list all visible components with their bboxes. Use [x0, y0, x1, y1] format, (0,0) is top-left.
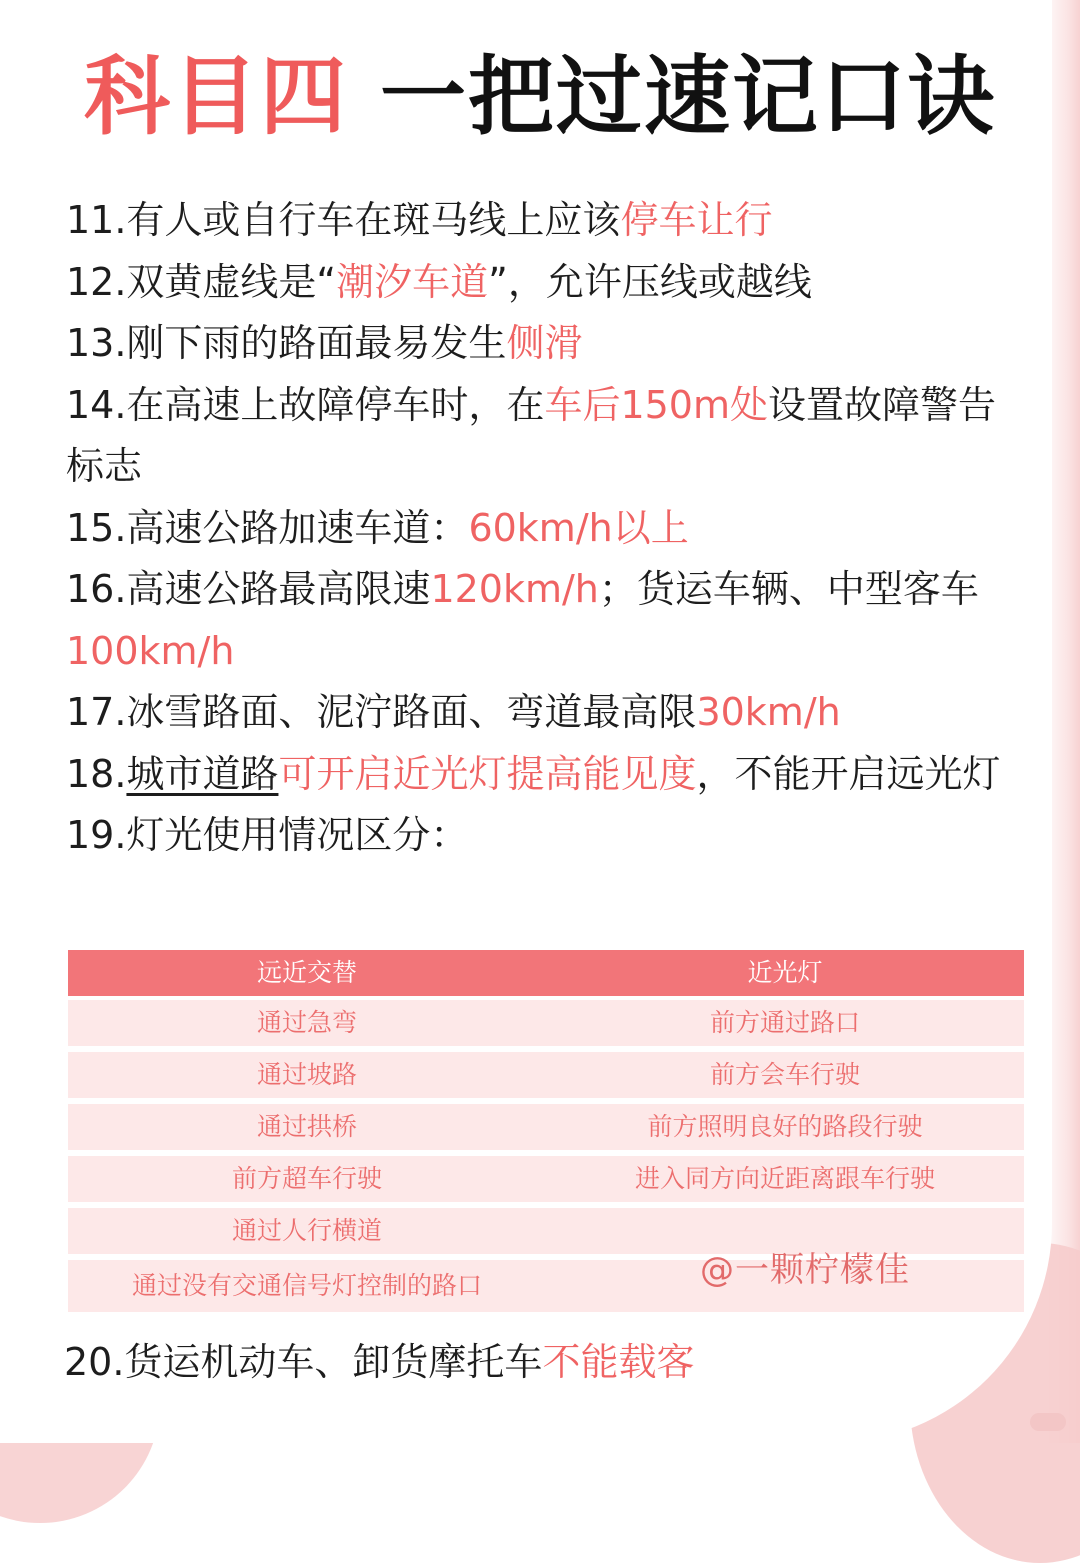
table-cell-alternate: 通过人行横道	[231, 1216, 382, 1245]
tip-text: ，不能开启远光灯	[696, 751, 1001, 796]
table-row	[68, 1000, 1024, 1046]
tip-text: ”，允许压线或越线	[488, 259, 812, 304]
tip-item	[66, 375, 1026, 498]
tip-item	[66, 744, 1026, 806]
table-cell-alternate: 通过急弯	[256, 1008, 357, 1037]
table-cell-low-beam: 前方通过路口	[709, 1008, 860, 1037]
corner-badge	[1030, 1413, 1066, 1431]
tip-text: 12.双黄虚线是“	[66, 259, 337, 304]
tip-highlight: 车后150m处	[544, 382, 768, 427]
tip-text: 14.在高速上故障停车时，在	[66, 382, 545, 427]
tip-highlight: 停车让行	[620, 198, 773, 242]
tip-item	[66, 498, 1026, 560]
table-row	[68, 1156, 1024, 1202]
tip-text: 17.冰雪路面、泥泞路面、弯道最高限	[66, 690, 697, 734]
tip-highlight: 侧滑	[506, 321, 583, 365]
tip-item	[66, 313, 1026, 375]
tips-list	[66, 190, 1026, 867]
tip-highlight: 100km/h	[66, 628, 235, 673]
table-header-alternate: 远近交替	[256, 958, 357, 987]
table-cell-low-beam: 前方照明良好的路段行驶	[647, 1112, 923, 1141]
table-row	[68, 1104, 1024, 1150]
tip-item-20-highlight: 不能载客	[542, 1340, 695, 1384]
tip-highlight: 60km/h以上	[468, 505, 689, 550]
tip-highlight: 120km/h	[430, 567, 599, 611]
tip-item	[66, 559, 1026, 682]
tip-text: ；货运车辆、中型客车	[598, 567, 979, 611]
tip-item-20	[64, 1334, 694, 1390]
title-red-part: 科目四	[84, 47, 349, 147]
tip-text: 18.	[66, 751, 127, 796]
table-cell-low-beam: 进入同方向近距离跟车行驶	[634, 1164, 935, 1193]
tip-highlight: 30km/h	[696, 690, 841, 734]
tip-text: 11.有人或自行车在斑马线上应该	[66, 198, 621, 242]
tip-text: 15.高速公路加速车道：	[66, 505, 469, 550]
tip-item-20-text: 20.货运机动车、卸货摩托车	[64, 1340, 543, 1384]
table-header-row	[68, 950, 1024, 996]
table-header-low-beam: 近光灯	[747, 958, 823, 987]
table-cell-alternate: 通过坡路	[256, 1060, 357, 1089]
table-row	[68, 1052, 1024, 1098]
tip-item	[66, 805, 1026, 867]
author-watermark: @一颗柠檬佳	[700, 1250, 910, 1290]
table-cell-alternate: 通过没有交通信号灯控制的路口	[131, 1271, 482, 1300]
tip-highlight: 可开启近光灯提高能见度	[278, 751, 697, 796]
table-cell-alternate: 前方超车行驶	[231, 1164, 382, 1193]
tip-text: 设置故障警告标志	[66, 382, 997, 488]
tip-item	[66, 190, 1026, 252]
table-cell-alternate: 通过拱桥	[256, 1112, 357, 1141]
tip-text: 19.灯光使用情况区分：	[66, 813, 469, 857]
tip-text: 13.刚下雨的路面最易发生	[66, 321, 507, 365]
page-title	[0, 42, 1080, 152]
tip-item	[66, 252, 1026, 314]
tip-item	[66, 682, 1026, 744]
title-black-part: 一把过速记口诀	[379, 47, 996, 147]
tip-text: 16.高速公路最高限速	[66, 567, 431, 611]
tip-underlined: 城市道路	[126, 751, 279, 796]
tip-highlight: 潮汐车道	[336, 259, 489, 304]
table-cell-low-beam: 前方会车行驶	[709, 1060, 860, 1089]
